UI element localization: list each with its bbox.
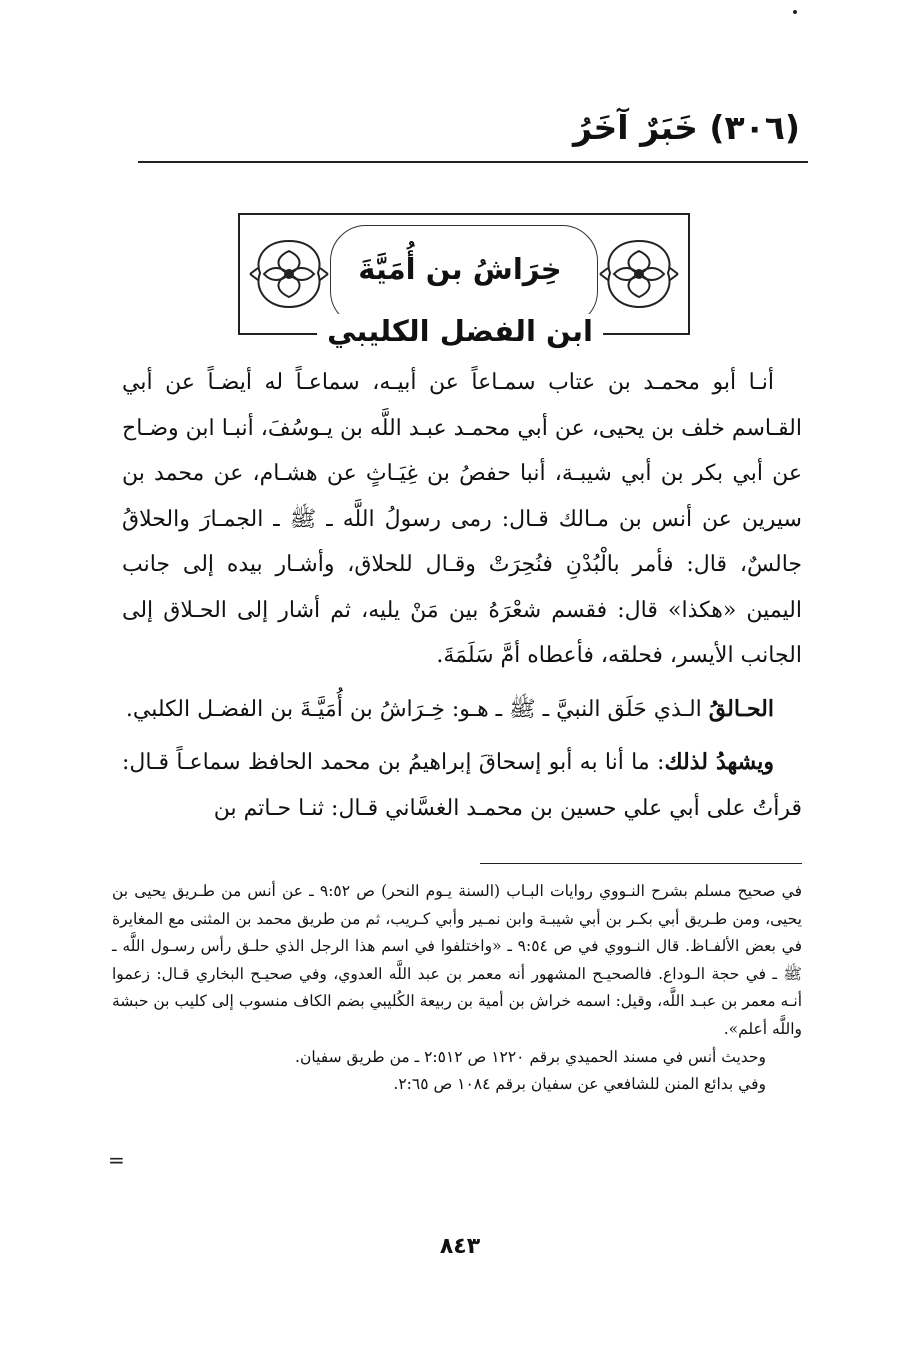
running-title: (٣٠٦) خَبَرٌ آخَرُ xyxy=(573,108,800,147)
paragraph-text: : ما أنا به أبو إسحاقَ إبراهيمُ بن محمد الحافظ سماعـاً قـال: قرأتُ على أبي علي حسين بن محمـد الغسَّاني قـال: ثنـا حـاتم بن xyxy=(122,750,802,821)
entry-title-line1: خِرَاشُ بن أُمَيَّةَ xyxy=(358,252,562,286)
footnote-rule xyxy=(480,863,802,864)
paragraph-isnad: أنـا أبو محمـد بن عتاب سمـاعاً عن أبيـه، سماعـاً له أيضـاً عن أبي القـاسم خلف بن يحيى، عن أبي محمـد عبـد اللَّه بن يـوسُفَ، أنبـا ابن وضـاح عن أبي بكر بن أبي شيبـة، أنبا حفصُ بن غِيَـاثٍ عن هشـام، عن محمد بن سيرين عن أنس بن مـالك قـال: رمى رسولُ اللَّه ـ ﷺ ـ الجمـارَ والحلاقُ جالسٌ، قال: فأمر بالْبُدْنِ فنُحِرَتْ وقـال للحلاق، وأشـار بيده إلى جانب اليمين «هكذا» قال: فقسم شعْرَهُ بين مَنْ يليه، ثم أشار إلى الحـلاق إلى الجانب الأيسر، فحلقه، فأعطاه أمَّ سَلَمَةَ. xyxy=(122,370,802,668)
footnote: وحديث أنس في مسند الحميدي برقم ١٢٢٠ ص ٢:٥١٢ ـ من طريق سفيان. xyxy=(295,1047,766,1066)
footnote: وفي بدائع المنن للشافعي عن سفيان برقم ١٠٨٤ ص ٢:٦٥. xyxy=(393,1075,766,1094)
footnotes xyxy=(112,878,802,1099)
header-rule xyxy=(138,161,808,163)
paragraph-witness xyxy=(122,740,802,831)
lead-word: الحـالقُ xyxy=(708,695,774,722)
entry-title-line2: ابن الفضل الكليبي xyxy=(317,314,603,348)
footnote: في صحيح مسلم بشرح النـووي روايات البـاب (السنة يـوم النحر) ص ٩:٥٢ ـ عن أنس من طـريق يحيى بن يحيى، ومن طـريق أبي بكـر بن أبي شيبـة وابن نمـير وأبي كـريب، ثم من طريق محمد بن المثنى مع المغايرة في بعض الألفـاظ. قال النـووي في ص ٩:٥٤ ـ «واختلفوا في اسم هذا الرجل الذي حلـق رأس رسـول اللَّه ـ ﷺ ـ في حجة الـوداع. فالصحيـح المشهور أنه معمر بن عبد اللَّه العدوي، وفي صحيـح البخاري قـال: زعموا أنـه معمر بن عبـد اللَّه، وقيل: اسمه خراش بن أمية بن ربيعة الكُليبي بضم الكاف منسوب إلى كليب بن حبشة واللَّه أعلم». xyxy=(112,882,802,1038)
main-text xyxy=(122,360,802,831)
paragraph-identification xyxy=(122,687,802,733)
lead-word: ويشهدُ لذلك xyxy=(664,749,775,775)
corner-dot xyxy=(793,10,797,14)
paragraph-text: الـذي حَلَق النبيَّ ـ ﷺ ـ هـو: خِـرَاشُ بن أُمَيَّـةَ بن الفضـل الكلبي. xyxy=(125,696,709,722)
continuation-mark: = xyxy=(108,1148,125,1172)
page-number: ٨٤٣ xyxy=(439,1234,481,1259)
